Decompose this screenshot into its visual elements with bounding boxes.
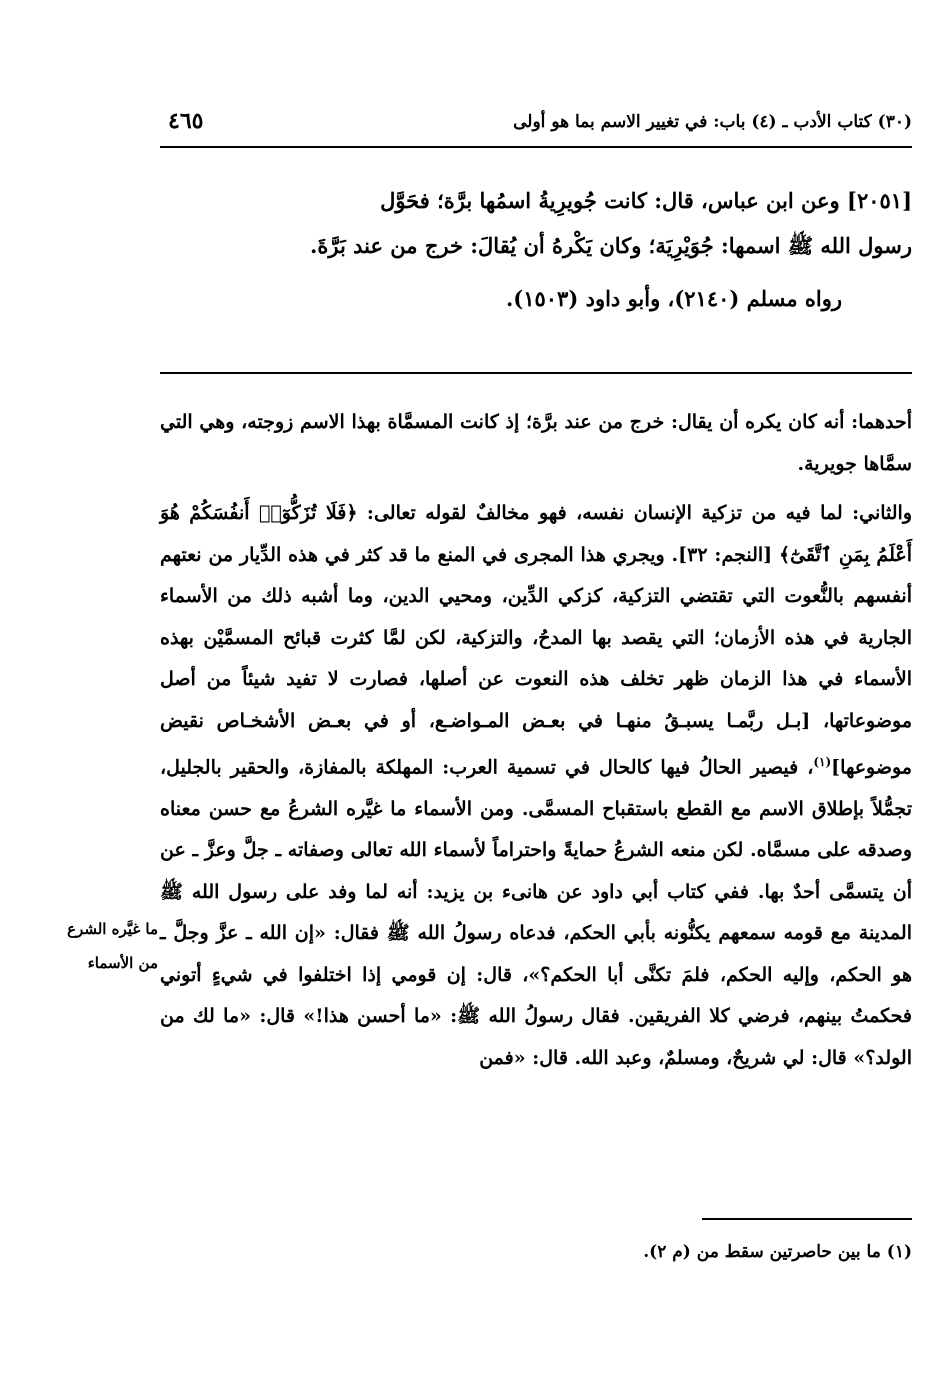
header-rule [160,146,912,148]
margin-note [20,912,158,980]
running-head: (٣٠) كتاب الأدب ـ (٤) باب: في تغيير الاسم بما هو أولى [513,112,912,132]
commentary-text [160,402,912,1079]
hadith-line-1: [٢٠٥١] وعن ابن عباس، قال: كانت جُويرِيةُ اسمُها برَّة؛ فحَوَّل [380,188,912,213]
hadith-text [160,178,912,321]
commentary-paragraph-1: أحدهما: أنه كان يكره أن يقال: خرج من عند برَّة؛ إذ كانت المسمَّاة بهذا الاسم زوجته، وهي التي سمَّاها جويرية. [160,411,912,475]
para2-intro: والثاني: لما فيه من تزكية الإنسان نفسه، فهو مخالفٌ لقوله تعالى: [357,502,913,524]
commentary-divider [160,372,912,374]
page-number: ٤٦٥ [168,108,204,134]
quran-verse: ﴿فَلَا تُزَكُّوٓا۟ أَنفُسَكُمْ هُوَ أَعْلَمُ بِمَنِ ٱتَّقَىٰٓ﴾ [160,502,912,566]
margin-note-line-1: ما غيَّره الشرع [67,920,158,938]
footnote-rule [702,1218,912,1220]
page-header [160,108,912,140]
footnote: (١) ما بين حاصرتين سقط من (م ٢). [643,1242,912,1262]
hadith-source: رواه مسلم (٢١٤٠)، وأبو داود (١٥٠٣). [505,286,842,311]
commentary-paragraph-2 [160,493,912,1079]
footnote-reference: (١) [813,755,832,769]
hadith-line-2: رسول الله ﷺ اسمها: جُوَيْرِيَة؛ وكان يَكْرهُ أن يُقالَ: خرج من عند بَرَّةَ. [310,233,912,258]
margin-note-line-2: من الأسماء [87,954,158,972]
para2-body: [النجم: ٣٢]. ويجري هذا المجرى في المنع ما قد كثر في هذه الدِّيار من نعتهم أنفسهم بالنُّعوت التي تقتضي التزكية، كزكي الدِّين، ومحيي الدين، وما أشبه ذلك من الأسماء الجارية في هذه الأزمان؛ التي يقصد بها المدحُ، والتزكية، لكن لمَّا كثرت قبائح المسمَّيْن بهذه الأسماء في هذا الزمان ظهر تخلف هذه النعوت عن أصلها، فصارت لا تفيد شيئاً من أصل موضوعاتها، [بـل ربَّمـا يسبـقُ منهـا في بعـض المـواضـع، أو في بعـض الأشخـاص نقيض موضوعها] [160,543,912,779]
para2-rest: ، فيصير الحالُ فيها كالحال في تسمية العرب: المهلكة بالمفازة، والحقير بالجليل، تجمُّلاً بإطلاق الاسم مع القطع باستقباح المسمَّى. ومن الأسماء ما غيَّره الشرعُ مع حسن معناه وصدقه على مسمَّاه. لكن منعه الشرعُ حمايةً واحتراماً لأسماء الله تعالى وصفاته ـ جلَّ وعزَّ ـ عن أن يتسمَّى أحدٌ بها. ففي كتاب أبي داود عن هانىء بن يزيد: أنه لما وفد على رسول الله ﷺ المدينة مع قومه سمعهم يكنُّونه بأبي الحكم، فدعاه رسولُ الله ﷺ فقال: «إن الله ـ عزَّ وجلَّ ـ هو الحكم، وإليه الحكم، فلمَ تكنَّى أبا الحكم؟»، قال: إن قومي إذا اختلفوا في شيءٍ أتوني فحكمتُ بينهم، فرضي كلا الفريقين. فقال رسولُ الله ﷺ: «ما أحسن هذا!» قال: «ما لك من الولد؟» قال: لي شريحٌ، ومسلمٌ، وعبد الله. قال: «فمن [160,756,912,1069]
